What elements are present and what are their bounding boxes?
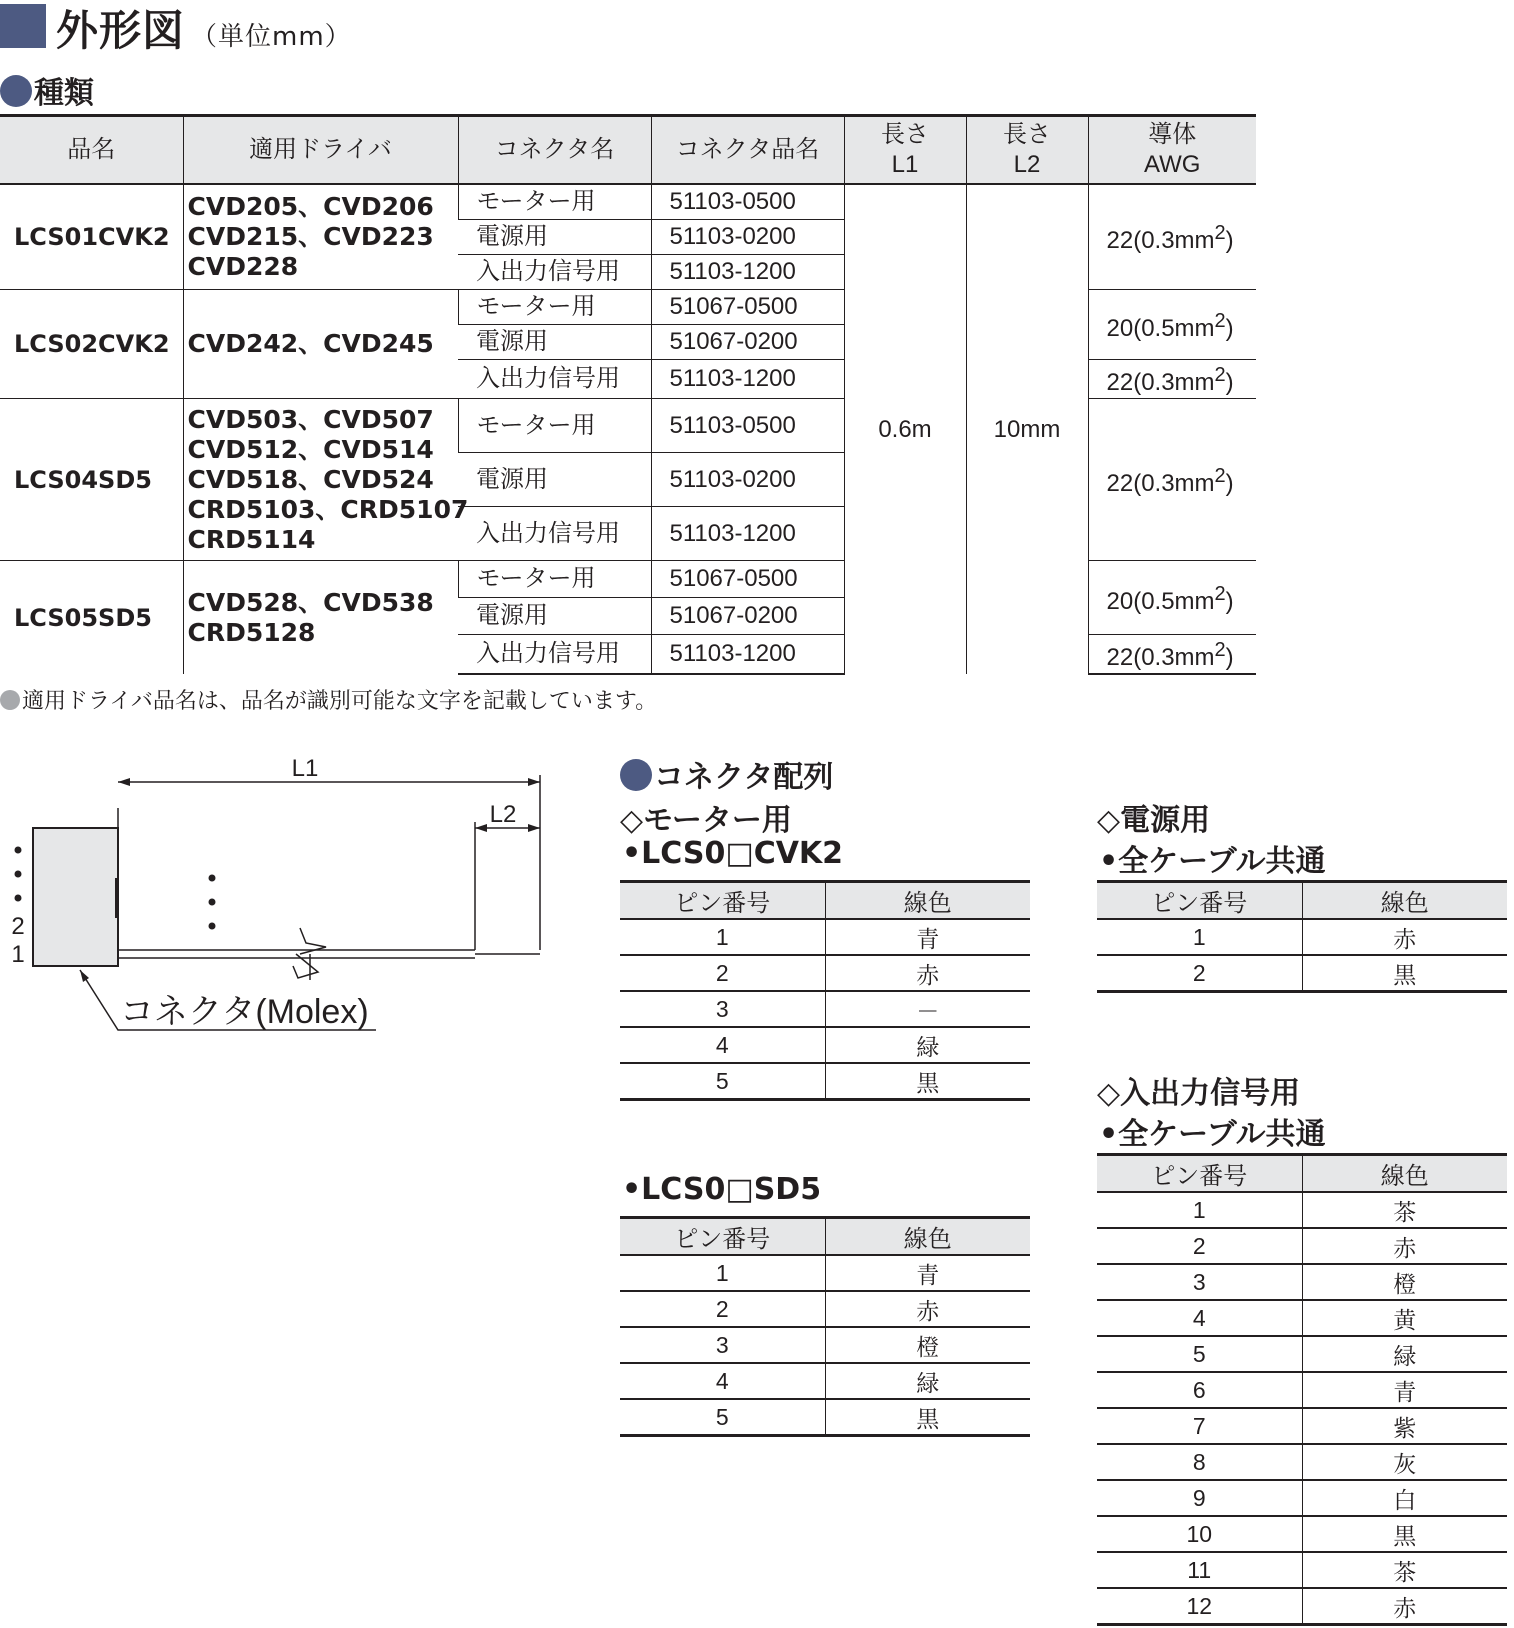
pin-table-header <box>1097 882 1507 920</box>
table-row <box>620 919 1030 955</box>
pin-number: 5 <box>1097 1336 1302 1372</box>
driver-line: CVD528、CVD538 <box>187 587 434 617</box>
awg-gauge: 22 <box>1106 369 1134 396</box>
wire-color: 橙 <box>1302 1264 1507 1300</box>
awg-close: ) <box>1225 587 1234 615</box>
header-l2-line1: 長さ <box>1003 121 1051 148</box>
table-header-row <box>0 116 1256 185</box>
wire-color: 青 <box>1302 1372 1507 1408</box>
awg-close: ) <box>1225 369 1234 396</box>
awg-area: (0.3mm <box>1133 227 1215 254</box>
connector-part-cell: 51103-0500 <box>651 399 844 453</box>
table-row <box>620 1363 1030 1399</box>
table-row <box>1097 1336 1507 1372</box>
wire-color: 茶 <box>1302 1552 1507 1588</box>
connector-part-cell: 51103-0200 <box>651 453 844 507</box>
awg-area: (0.3mm <box>1133 644 1215 671</box>
header-l2-line2: L2 <box>1013 151 1041 178</box>
header-length-l2 <box>966 116 1088 185</box>
pin-number: 5 <box>620 1063 825 1100</box>
driver-line: CVD228 <box>187 252 299 281</box>
length-l1-cell: 0.6m <box>844 184 966 674</box>
header-connector-name: コネクタ名 <box>458 116 651 185</box>
driver-line: CVD518、CVD524 <box>187 464 434 494</box>
io-pin-table <box>1097 1153 1507 1626</box>
header-model: 品名 <box>0 116 183 185</box>
connector-body <box>33 828 118 966</box>
wire-dot <box>209 875 216 882</box>
header-connector-part: コネクタ品名 <box>651 116 844 185</box>
power-heading: ◇電源用 <box>1097 803 1211 838</box>
motor-sd5-pin-table <box>620 1216 1030 1437</box>
connector-part-cell: 51067-0500 <box>651 290 844 325</box>
io-label: •全ケーブル共通 <box>1099 1117 1326 1152</box>
table-row <box>1097 1228 1507 1264</box>
wire-color: 緑 <box>825 1027 1030 1063</box>
pin-number: 2 <box>1097 955 1302 992</box>
wire-dot <box>209 923 216 930</box>
wire-color: 赤 <box>1302 1588 1507 1625</box>
awg-cell <box>1088 635 1256 675</box>
pinout-heading <box>620 752 833 796</box>
awg-cell <box>1088 290 1256 360</box>
header-driver: 適用ドライバ <box>183 116 458 185</box>
header-awg <box>1088 116 1256 185</box>
model-cell: LCS02CVK2 <box>0 290 183 399</box>
awg-close: ) <box>1225 227 1234 254</box>
pin-number: 2 <box>1097 1228 1302 1264</box>
pin-table-header <box>1097 1155 1507 1193</box>
col-pin-number: ピン番号 <box>620 882 825 920</box>
awg-cell <box>1088 184 1256 290</box>
model-cell: LCS04SD5 <box>0 399 183 561</box>
awg-area: (0.3mm <box>1133 369 1215 396</box>
awg-close: ) <box>1225 469 1234 497</box>
bullet-dot-icon <box>620 759 652 791</box>
pin-dot <box>15 847 22 854</box>
connector-part-cell: 51103-1200 <box>651 507 844 561</box>
page-title <box>56 0 352 58</box>
wire-color: 黒 <box>1302 955 1507 992</box>
pin-number: 3 <box>620 991 825 1027</box>
table-row <box>1097 1444 1507 1480</box>
connector-part-cell: 51067-0200 <box>651 325 844 360</box>
title-square-icon <box>0 4 46 48</box>
table-row <box>620 1027 1030 1063</box>
wire-color: 紫 <box>1302 1408 1507 1444</box>
connector-name-cell: 入出力信号用 <box>458 507 651 561</box>
pin-number: 2 <box>620 1291 825 1327</box>
connector-name-cell: 入出力信号用 <box>458 255 651 290</box>
table-row <box>620 1327 1030 1363</box>
awg-gauge: 22 <box>1106 469 1134 497</box>
header-length-l1 <box>844 116 966 185</box>
connector-name-cell: 入出力信号用 <box>458 360 651 399</box>
table-row <box>1097 1408 1507 1444</box>
wire-color: 緑 <box>825 1363 1030 1399</box>
table-row <box>620 1255 1030 1291</box>
driver-line: CVD503、CVD507 <box>187 404 434 434</box>
pin-number: 8 <box>1097 1444 1302 1480</box>
col-wire-color: 線色 <box>1302 882 1507 920</box>
driver-line: CRD5128 <box>187 617 316 647</box>
model-cell: LCS05SD5 <box>0 561 183 675</box>
pin-number: 1 <box>1097 1192 1302 1228</box>
connector-name-cell: 電源用 <box>458 220 651 255</box>
leader-arrow <box>80 970 89 982</box>
pinout-heading-label: コネクタ配列 <box>654 760 834 795</box>
col-wire-color: 線色 <box>825 1218 1030 1256</box>
pin-number: 6 <box>1097 1372 1302 1408</box>
awg-sup: 2 <box>1214 639 1226 661</box>
driver-cell <box>183 399 469 561</box>
table-row <box>1097 1588 1507 1625</box>
awg-area: (0.5mm <box>1133 314 1215 342</box>
awg-sup: 2 <box>1214 222 1226 244</box>
bullet-dot-icon <box>0 75 32 107</box>
table-row <box>1097 1480 1507 1516</box>
awg-close: ) <box>1225 644 1234 671</box>
model-cell: LCS01CVK2 <box>0 184 183 290</box>
pin-number: 4 <box>620 1363 825 1399</box>
page-title-unit: （単位mm） <box>191 22 352 52</box>
wire-color: 橙 <box>825 1327 1030 1363</box>
driver-line: CRD5103、CRD5107 <box>187 494 469 524</box>
connector-name-cell: モーター用 <box>458 184 651 220</box>
table-row <box>1097 1372 1507 1408</box>
col-wire-color: 線色 <box>1302 1155 1507 1193</box>
wire-color: 赤 <box>825 955 1030 991</box>
pin-number: 10 <box>1097 1516 1302 1552</box>
footnote <box>0 684 657 715</box>
pin-table-header <box>620 882 1030 920</box>
wire-color: 緑 <box>1302 1336 1507 1372</box>
table-row <box>620 955 1030 991</box>
awg-close: ) <box>1225 314 1234 342</box>
l2-arrow-right <box>528 824 540 832</box>
wire-color: 赤 <box>825 1291 1030 1327</box>
connector-part-cell: 51103-1200 <box>651 635 844 675</box>
note-dot-icon <box>0 690 20 710</box>
wire-color: 黒 <box>825 1399 1030 1436</box>
awg-sup: 2 <box>1214 464 1226 487</box>
col-pin-number: ピン番号 <box>1097 882 1302 920</box>
connector-part-cell: 51103-0200 <box>651 220 844 255</box>
pin-number: 5 <box>620 1399 825 1436</box>
l1-label: L1 <box>291 755 319 782</box>
pin-number: 4 <box>620 1027 825 1063</box>
types-heading <box>0 68 94 112</box>
table-row <box>620 1063 1030 1100</box>
col-wire-color: 線色 <box>825 882 1030 920</box>
connector-part-cell: 51067-0500 <box>651 561 844 598</box>
pin-number: 1 <box>620 919 825 955</box>
wire-color: 黒 <box>825 1063 1030 1100</box>
footnote-text: 適用ドライバ品名は、品名が識別可能な文字を記載しています。 <box>22 689 658 714</box>
pin-number: 11 <box>1097 1552 1302 1588</box>
l1-arrow-right <box>528 778 540 786</box>
wire-color: 灰 <box>1302 1444 1507 1480</box>
wire-color: 白 <box>1302 1480 1507 1516</box>
header-l1-line1: 長さ <box>881 121 929 148</box>
driver-cell <box>183 561 458 675</box>
pin-dot <box>15 871 22 878</box>
motor-heading: ◇モーター用 <box>620 803 792 838</box>
connector-part-cell: 51067-0200 <box>651 598 844 635</box>
cable-dimension-diagram <box>0 740 560 1040</box>
driver-cell <box>183 290 458 399</box>
awg-area: (0.3mm <box>1133 469 1215 497</box>
awg-gauge: 22 <box>1106 644 1134 671</box>
pin-1-label: 1 <box>11 941 25 968</box>
awg-gauge: 20 <box>1106 587 1134 615</box>
wire-color: 茶 <box>1302 1192 1507 1228</box>
wire-color: 黒 <box>1302 1516 1507 1552</box>
awg-cell <box>1088 561 1256 635</box>
pin-number: 9 <box>1097 1480 1302 1516</box>
table-row <box>1097 919 1507 955</box>
wire-color: 青 <box>825 919 1030 955</box>
connector-name-cell: モーター用 <box>458 399 651 453</box>
header-awg-line1: 導体 <box>1148 121 1197 148</box>
driver-line: CVD242、CVD245 <box>187 329 434 358</box>
awg-cell <box>1088 360 1256 399</box>
pin-number: 12 <box>1097 1588 1302 1625</box>
table-row <box>1097 955 1507 992</box>
pin-number: 1 <box>620 1255 825 1291</box>
awg-sup: 2 <box>1214 364 1226 386</box>
connector-label: コネクタ(Molex) <box>120 993 369 1031</box>
wire-color: 黄 <box>1302 1300 1507 1336</box>
cable-types-table <box>0 114 1256 675</box>
pin-number: 3 <box>1097 1264 1302 1300</box>
table-row <box>1097 1300 1507 1336</box>
awg-sup: 2 <box>1214 582 1226 605</box>
motor-sd5-label: •LCS0□SD5 <box>622 1172 822 1207</box>
table-row <box>620 991 1030 1027</box>
wire-color: 赤 <box>1302 1228 1507 1264</box>
pin-dot <box>15 895 22 902</box>
connector-name-cell: 入出力信号用 <box>458 635 651 675</box>
io-pin-table-body <box>1097 1192 1507 1625</box>
col-pin-number: ピン番号 <box>620 1218 825 1256</box>
table-row <box>1097 1516 1507 1552</box>
driver-line: CVD512、CVD514 <box>187 434 434 464</box>
pin-number: 7 <box>1097 1408 1302 1444</box>
connector-name-cell: 電源用 <box>458 453 651 507</box>
awg-gauge: 20 <box>1106 314 1134 342</box>
connector-part-cell: 51103-0500 <box>651 184 844 220</box>
table-row <box>1097 1192 1507 1228</box>
pin-number: 2 <box>620 955 825 991</box>
pin-2-label: 2 <box>11 913 25 940</box>
connector-name-cell: 電源用 <box>458 598 651 635</box>
table-row <box>620 1399 1030 1436</box>
wire-dot <box>209 899 216 906</box>
length-l2-cell: 10mm <box>966 184 1088 674</box>
l2-arrow-left <box>475 824 487 832</box>
l2-label: L2 <box>489 801 517 828</box>
wire-color: 赤 <box>1302 919 1507 955</box>
driver-line: CVD215、CVD223 <box>187 222 434 251</box>
connector-name-cell: 電源用 <box>458 325 651 360</box>
power-label: •全ケーブル共通 <box>1099 844 1326 879</box>
motor-cvk-label: •LCS0□CVK2 <box>622 836 844 871</box>
page-title-main: 外形図 <box>56 6 186 55</box>
header-l1-line2: L1 <box>891 151 919 178</box>
table-row <box>1097 1264 1507 1300</box>
driver-line: CRD5114 <box>187 524 316 554</box>
header-awg-line2: AWG <box>1144 151 1201 178</box>
wire-color: 青 <box>825 1255 1030 1291</box>
driver-line: CVD205、CVD206 <box>187 192 434 221</box>
awg-sup: 2 <box>1214 309 1226 332</box>
connector-name-cell: モーター用 <box>458 290 651 325</box>
pin-number: 1 <box>1097 919 1302 955</box>
table-row <box>620 1291 1030 1327</box>
connector-name-cell: モーター用 <box>458 561 651 598</box>
io-heading: ◇入出力信号用 <box>1097 1076 1301 1111</box>
l1-arrow-left <box>118 778 130 786</box>
table-row <box>1097 1552 1507 1588</box>
awg-cell <box>1088 399 1256 561</box>
power-pin-table <box>1097 880 1507 993</box>
pin-table-header <box>620 1218 1030 1256</box>
types-heading-label: 種類 <box>34 76 94 111</box>
table-row <box>0 184 1256 220</box>
wire-color: － <box>825 991 1030 1027</box>
connector-part-cell: 51103-1200 <box>651 360 844 399</box>
col-pin-number: ピン番号 <box>1097 1155 1302 1193</box>
awg-gauge: 22 <box>1106 227 1134 254</box>
awg-area: (0.5mm <box>1133 587 1215 615</box>
connector-part-cell: 51103-1200 <box>651 255 844 290</box>
motor-cvk-pin-table <box>620 880 1030 1101</box>
pin-number: 3 <box>620 1327 825 1363</box>
driver-cell <box>183 184 458 290</box>
pin-number: 4 <box>1097 1300 1302 1336</box>
